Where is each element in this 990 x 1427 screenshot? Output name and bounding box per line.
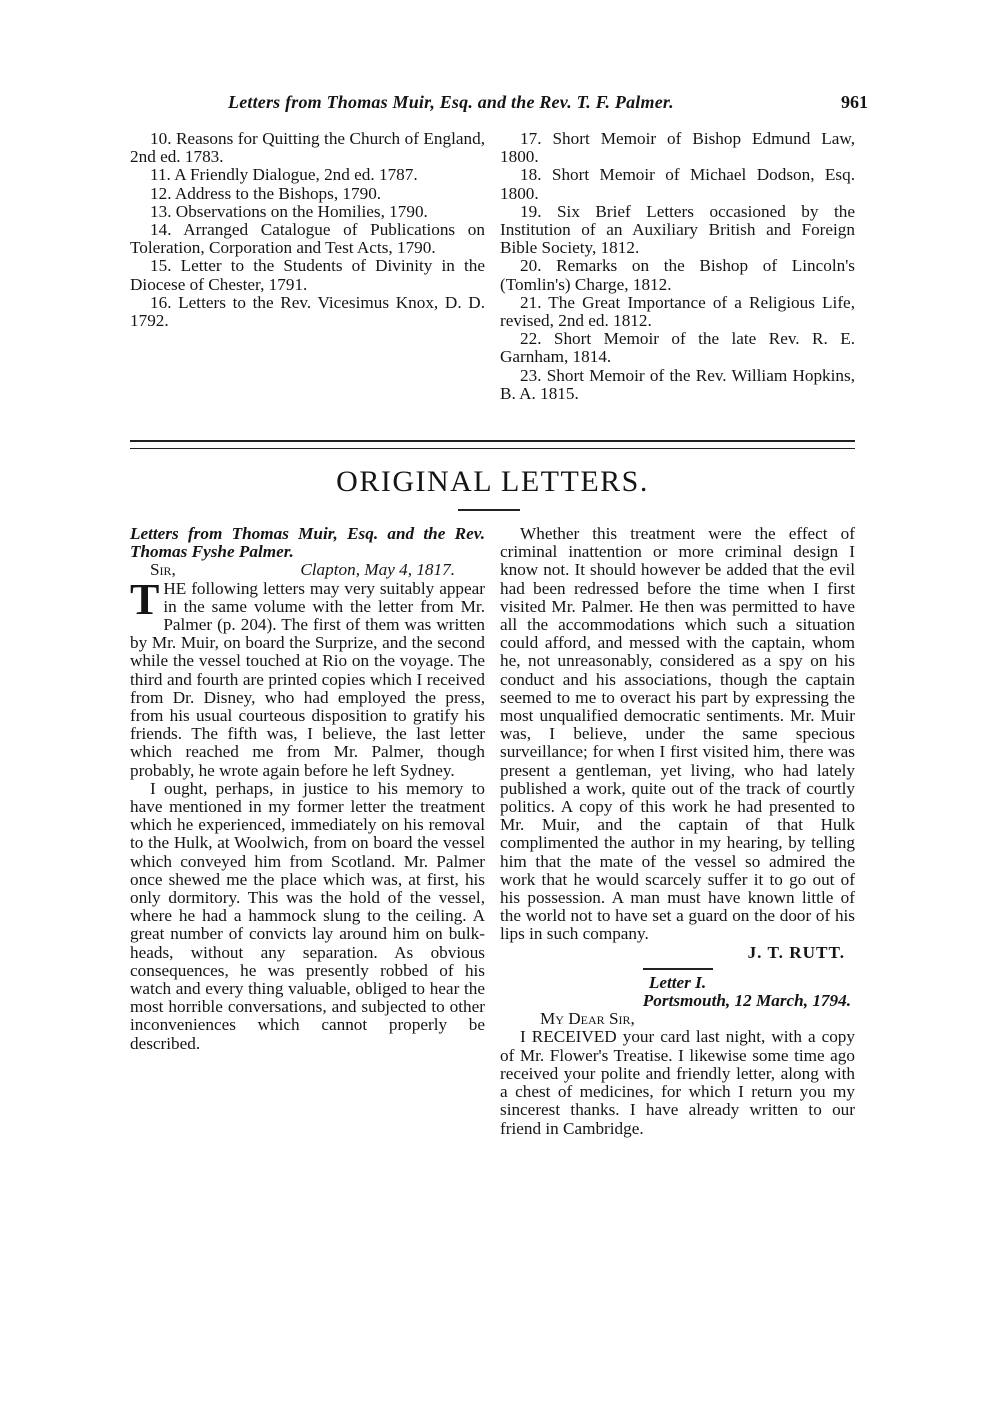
article-column-left bbox=[130, 525, 485, 1053]
section-title: ORIGINAL LETTERS. bbox=[336, 465, 649, 498]
publication-item: 11. A Friendly Dialogue, 2nd ed. 1787. bbox=[150, 165, 418, 185]
publication-item: 22. Short Memoir of the late Rev. R. E. Garnham, 1814. bbox=[500, 329, 855, 367]
article-heading: Letters from Thomas Muir, Esq. and the Rev. Thomas Fyshe Palmer. bbox=[130, 524, 485, 562]
drop-cap: T bbox=[130, 574, 160, 624]
publication-item: 23. Short Memoir of the Rev. William Hopkins, B. A. 1815. bbox=[500, 365, 855, 403]
publication-item: 13. Observations on the Homilies, 1790. bbox=[150, 201, 428, 221]
salutation: Sir, bbox=[150, 560, 176, 580]
letter-greeting: My Dear Sir, bbox=[540, 1009, 635, 1029]
article-paragraph-1: T HE following letters may very suitably appear in the same volume with the letter from Mr. Palmer (p. 204). The first of them was written by Mr. Muir, on board the Surprize, and the second while the vessel touched at Rio on the voyage. The third and fourth are printed copies which I received from Dr. Disney, who had employed the press, from his usual courteous disposition to gratify his friends. The fifth was, I believe, the last letter which reached me from Mr. Palmer, though probably, he wrote again before he left Sydney. bbox=[130, 574, 485, 780]
publication-item: 16. Letters to the Rev. Vicesimus Knox, D. D. 1792. bbox=[130, 292, 485, 331]
letter-dateline: Portsmouth, 12 March, 1794. bbox=[642, 991, 851, 1011]
publication-item: 19. Six Brief Letters occasioned by the Institution of an Auxiliary British and Foreign Bible Society, 1812. bbox=[500, 201, 855, 258]
letter-label: Letter I. bbox=[648, 972, 707, 992]
publication-item: 14. Arranged Catalogue of Publications on Toleration, Corporation and Test Acts, 1790. bbox=[130, 220, 485, 258]
page-number: 961 bbox=[841, 92, 868, 112]
article-paragraph-2: I ought, perhaps, in justice to his memory to have mentioned in my former letter the treatment which he experienced, immediately on his removal to the Hulk, at Woolwich, from on board the vessel which conveyed him from Scotland. Mr. Palmer once shewed me the place which was, at first, his only dormitory. This was the hold of the vessel, where he had a hammock slung to the ceiling. A great number of convicts lay around him on bulk-heads, without any separation. As obvious consequences, he was presently robbed of his watch and every thing valuable, obliged to hear the most horrible conversations, and subjected to other inconveniences which cannot properly be described. bbox=[130, 778, 485, 1053]
letter-divider bbox=[643, 968, 713, 970]
article-paragraph-3: Whether this treatment were the effect of criminal inattention or more criminal design I know not. It should however be added that the evil had been redressed before the time when I first visited Mr. Palmer. He then was permitted to have all the accommodations which such a situation could afford, and messed with the captain, whom he, not unreasonably, considered as a spy on his conduct and his associations, though the captain seemed to me to overact his part by expressing the most unqualified democratic sentiments. Mr. Muir was, I believe, under the same specious surveillance; for when I first visited him, there was present a gentleman, yet living, who had lately published a work, quite out of the track of courtly politics. A copy of this work he had presented to Mr. Muir, and the captain of that Hulk complimented the author in my hearing, by telling him that the mate of the vessel so admired the work that he would scarcely suffer it to go out of his possession. A man must have known little of the world not to have set a guard on the door of his lips in such company. bbox=[500, 524, 855, 944]
publication-item: 15. Letter to the Students of Divinity in the Diocese of Chester, 1791. bbox=[130, 256, 485, 294]
letter-body: I RECEIVED your card last night, with a copy of Mr. Flower's Treatise. I likewise some time ago received your polite and friendly letter, along with a chest of medicines, for which I return you my sincerest thanks. I have already written to our friend in Cambridge. bbox=[500, 1027, 855, 1138]
publication-item: 21. The Great Importance of a Religious Life, revised, 2nd ed. 1812. bbox=[500, 292, 855, 331]
section-divider bbox=[130, 440, 855, 449]
article-signature: J. T. RUTT. bbox=[747, 942, 845, 962]
publications-list-left bbox=[130, 130, 485, 330]
publications-list-right bbox=[500, 130, 855, 403]
publication-item: 12. Address to the Bishops, 1790. bbox=[150, 183, 382, 203]
publication-item: 18. Short Memoir of Michael Dodson, Esq. 1800. bbox=[500, 165, 855, 203]
running-head-title: Letters from Thomas Muir, Esq. and the Rev. T. F. Palmer. bbox=[228, 92, 674, 112]
title-underline bbox=[458, 509, 520, 511]
article-column-right bbox=[500, 525, 855, 1138]
salutation-line bbox=[130, 561, 485, 579]
article-dateline: Clapton, May 4, 1817. bbox=[300, 560, 455, 580]
running-head bbox=[228, 92, 868, 118]
publication-item: 10. Reasons for Quitting the Church of England, 2nd ed. 1783. bbox=[130, 129, 485, 167]
publication-item: 17. Short Memoir of Bishop Edmund Law, 1800. bbox=[500, 129, 855, 167]
publication-item: 20. Remarks on the Bishop of Lincoln's (Tomlin's) Charge, 1812. bbox=[500, 256, 855, 294]
